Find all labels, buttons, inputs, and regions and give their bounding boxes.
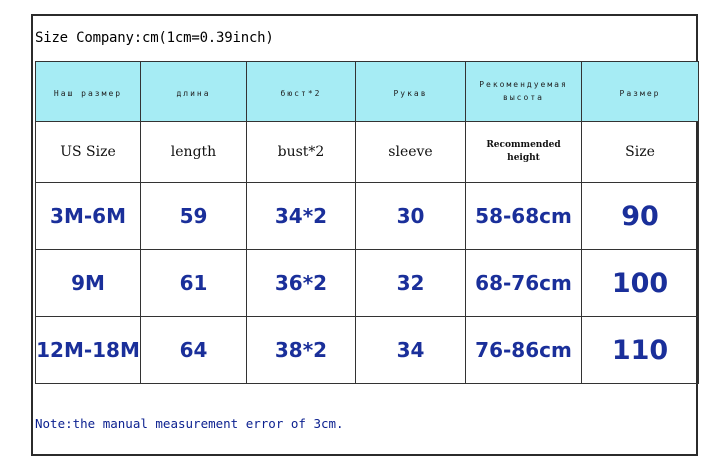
table-row — [36, 250, 699, 317]
table-cell: 76-86cm — [466, 317, 582, 384]
header-cell: sleeve — [356, 122, 466, 183]
company-unit-note: Size Company:cm(1cm=0.39inch) — [35, 30, 274, 46]
header-cell: Рукав — [356, 62, 466, 122]
table-cell: 110 — [582, 317, 699, 384]
header-cell: Size — [582, 122, 699, 183]
table-cell: 12M-18M — [36, 317, 141, 384]
table-cell: 30 — [356, 183, 466, 250]
header-cell: Recommended height — [466, 122, 582, 183]
table-cell: 34*2 — [247, 183, 356, 250]
header-cell: Размер — [582, 62, 699, 122]
table-cell: 59 — [141, 183, 247, 250]
header-cell: бюст*2 — [247, 62, 356, 122]
table-cell: 3M-6M — [36, 183, 141, 250]
header-cell: Рекомендуемая высота — [466, 62, 582, 122]
table-row — [36, 317, 699, 384]
table-cell: 90 — [582, 183, 699, 250]
header-cell: Наш размер — [36, 62, 141, 122]
english-header-row — [36, 122, 699, 183]
measurement-note: Note:the manual measurement error of 3cm. — [35, 416, 344, 431]
table-cell: 34 — [356, 317, 466, 384]
table-cell: 36*2 — [247, 250, 356, 317]
table-cell: 58-68cm — [466, 183, 582, 250]
table-cell: 38*2 — [247, 317, 356, 384]
header-cell: bust*2 — [247, 122, 356, 183]
table-cell: 68-76cm — [466, 250, 582, 317]
size-table — [35, 61, 699, 384]
header-cell: length — [141, 122, 247, 183]
table-cell: 32 — [356, 250, 466, 317]
table-cell: 61 — [141, 250, 247, 317]
russian-header-row — [36, 62, 699, 122]
table-cell: 9M — [36, 250, 141, 317]
table-cell: 64 — [141, 317, 247, 384]
header-cell: US Size — [36, 122, 141, 183]
header-cell: длина — [141, 62, 247, 122]
table-row — [36, 183, 699, 250]
table-cell: 100 — [582, 250, 699, 317]
